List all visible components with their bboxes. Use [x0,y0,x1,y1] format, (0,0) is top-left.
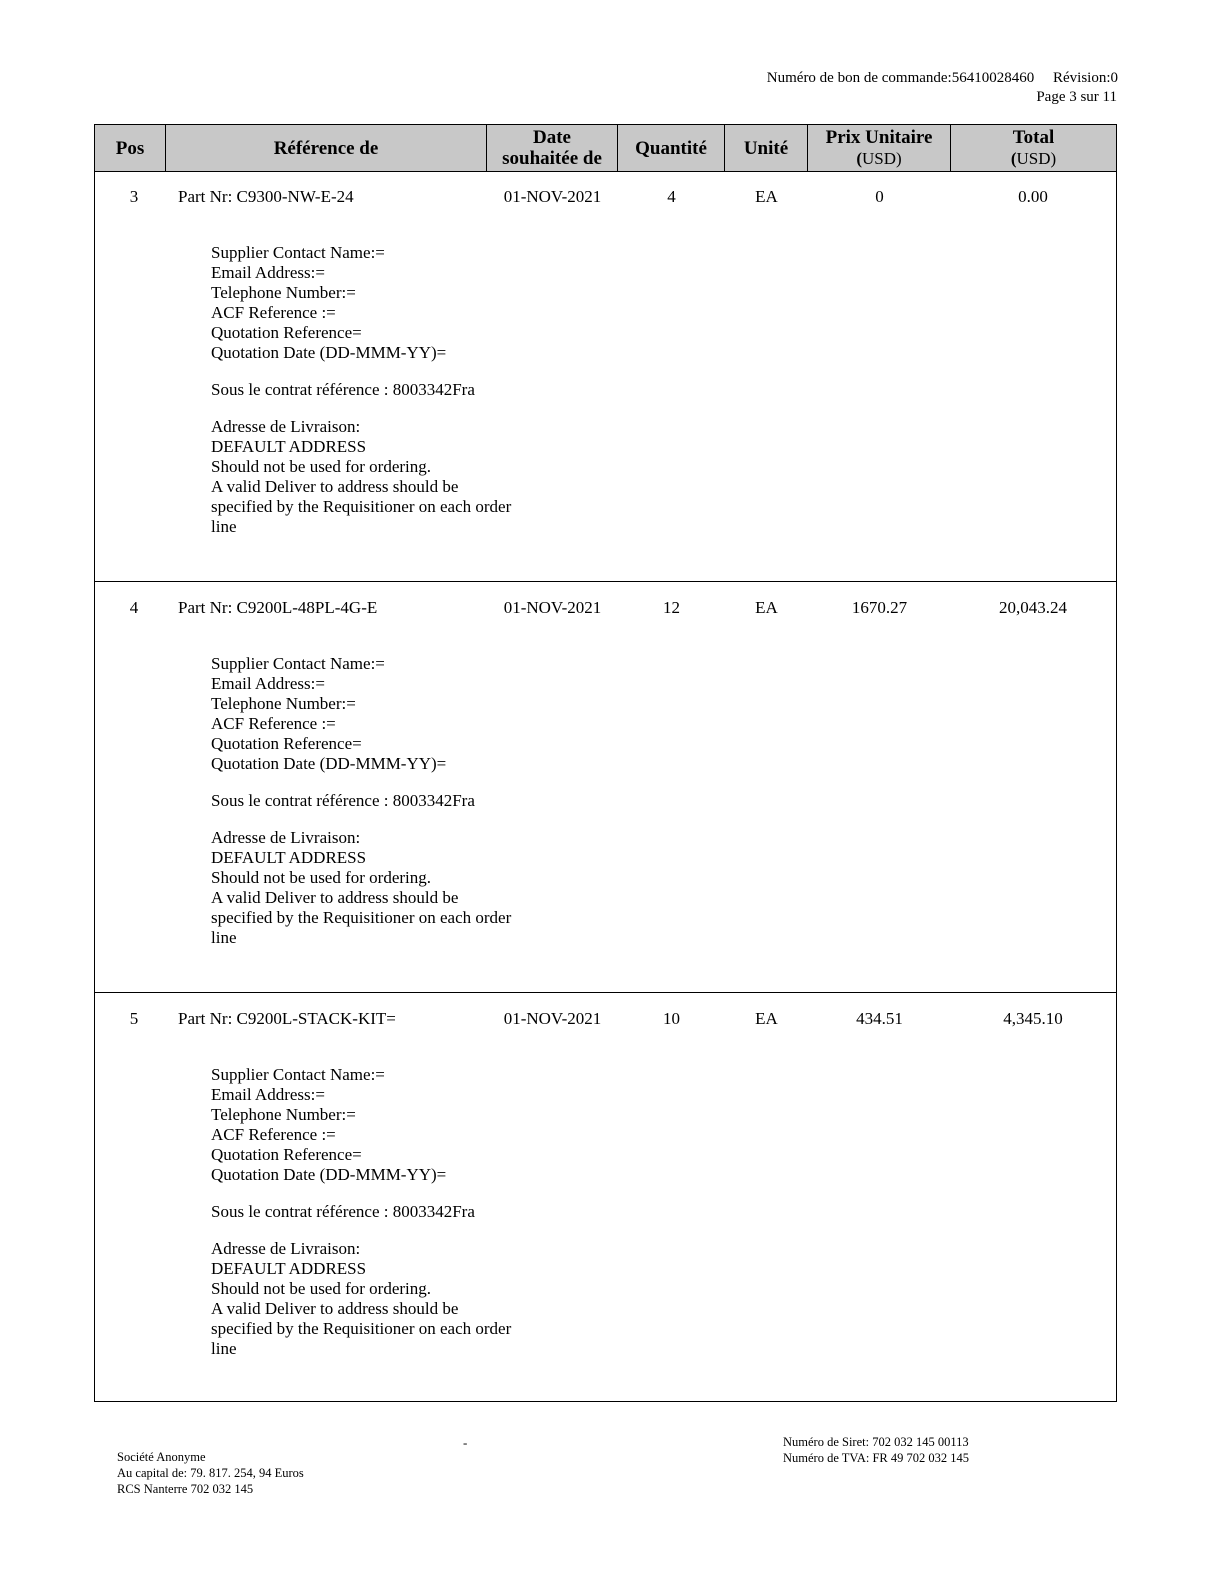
delivery-label: Adresse de Livraison: [211,1239,361,1258]
footer-registration-info [783,1434,969,1466]
row-pos: 5 [129,1009,139,1028]
row-details [211,243,511,537]
delivery-line: specified by the Requisitioner on each order [211,908,512,927]
col-pos-label: Pos [115,137,145,159]
quotation-date: Quotation Date (DD-MMM-YY)= [211,343,447,362]
order-number: Numéro de bon de commande:56410028460 [766,70,1035,86]
col-price-currency: (USD) [856,149,902,168]
delivery-label: Adresse de Livraison: [211,828,361,847]
row-unit: EA [755,187,778,206]
row-unit-price: 0 [875,187,884,206]
delivery-label: Adresse de Livraison: [211,417,361,436]
row-unit-price: 434.51 [856,1009,903,1028]
telephone-number: Telephone Number:= [211,283,356,302]
col-date-label-2: souhaitée de [502,148,602,169]
delivery-line: A valid Deliver to address should be [211,888,459,907]
table-header [95,125,1116,172]
row-part-number: Part Nr: C9300-NW-E-24 [178,187,354,206]
delivery-line: A valid Deliver to address should be [211,1299,459,1318]
acf-reference: ACF Reference := [211,303,336,322]
row-part-number: Part Nr: C9200L-48PL-4G-E [178,598,378,617]
company-rcs: RCS Nanterre 702 032 145 [117,1482,254,1496]
row-details [211,654,511,948]
col-pos [95,125,166,171]
quotation-reference: Quotation Reference= [211,734,362,753]
col-quantity-label: Quantité [635,137,707,159]
tva-number: Numéro de TVA: FR 49 702 032 145 [783,1451,969,1465]
row-pos: 3 [129,187,139,206]
col-date-label-1: Date [533,127,571,148]
delivery-line: specified by the Requisitioner on each order [211,497,512,516]
row-pos: 4 [129,598,139,617]
contract-reference: Sous le contrat référence : 8003342Fra [211,1202,475,1221]
table-row [95,993,1116,1401]
quotation-date: Quotation Date (DD-MMM-YY)= [211,754,447,773]
table-row [95,171,1116,582]
order-header-line [767,70,1118,87]
row-total: 0.00 [1018,187,1048,206]
quotation-reference: Quotation Reference= [211,1145,362,1164]
row-quantity: 12 [663,598,680,617]
delivery-line: line [211,928,237,947]
page-indicator: Page 3 sur 11 [1036,89,1117,105]
col-total [951,125,1116,171]
quotation-reference: Quotation Reference= [211,323,362,342]
revision: Révision:0 [1052,70,1118,86]
row-unit-price: 1670.27 [851,598,908,617]
telephone-number: Telephone Number:= [211,694,356,713]
delivery-line: line [211,1339,237,1358]
footer-dash: - [463,1435,468,1450]
col-unit-label: Unité [743,137,789,159]
col-unit-price [808,125,951,171]
delivery-line: DEFAULT ADDRESS [211,848,367,867]
supplier-contact: Supplier Contact Name:= [211,654,385,673]
table-row [95,582,1116,993]
row-total: 4,345.10 [1003,1009,1063,1028]
col-quantity [618,125,725,171]
company-capital: Au capital de: 79. 817. 254, 94 Euros [117,1466,304,1480]
col-price-label: Prix Unitaire [825,127,933,148]
delivery-line: Should not be used for ordering. [211,1279,432,1298]
row-date: 01-NOV-2021 [503,187,602,206]
telephone-number: Telephone Number:= [211,1105,356,1124]
row-part-number: Part Nr: C9200L-STACK-KIT= [178,1009,396,1028]
delivery-line: Should not be used for ordering. [211,868,432,887]
row-date: 01-NOV-2021 [503,1009,602,1028]
acf-reference: ACF Reference := [211,714,336,733]
company-type: Société Anonyme [117,1450,206,1464]
supplier-contact: Supplier Contact Name:= [211,243,385,262]
row-date: 01-NOV-2021 [503,598,602,617]
quotation-date: Quotation Date (DD-MMM-YY)= [211,1165,447,1184]
siret-number: Numéro de Siret: 702 032 145 00113 [783,1435,969,1449]
col-reference-label: Référence de [273,137,379,159]
delivery-line: line [211,517,237,536]
email-address: Email Address:= [211,674,325,693]
col-total-label: Total [1012,127,1055,148]
delivery-line: DEFAULT ADDRESS [211,437,367,456]
row-unit: EA [755,598,778,617]
col-date [487,125,618,171]
acf-reference: ACF Reference := [211,1125,336,1144]
order-lines-table [94,124,1117,1402]
row-unit: EA [755,1009,778,1028]
delivery-line: A valid Deliver to address should be [211,477,459,496]
email-address: Email Address:= [211,263,325,282]
row-quantity: 4 [667,187,676,206]
delivery-line: DEFAULT ADDRESS [211,1259,367,1278]
delivery-line: Should not be used for ordering. [211,457,432,476]
col-unit [725,125,808,171]
email-address: Email Address:= [211,1085,325,1104]
col-reference [166,125,487,171]
row-quantity: 10 [663,1009,680,1028]
supplier-contact: Supplier Contact Name:= [211,1065,385,1084]
row-total: 20,043.24 [999,598,1067,617]
row-details [211,1065,511,1359]
delivery-line: specified by the Requisitioner on each order [211,1319,512,1338]
col-total-currency: (USD) [1010,149,1057,168]
footer-company-info [117,1449,304,1497]
contract-reference: Sous le contrat référence : 8003342Fra [211,791,475,810]
contract-reference: Sous le contrat référence : 8003342Fra [211,380,475,399]
